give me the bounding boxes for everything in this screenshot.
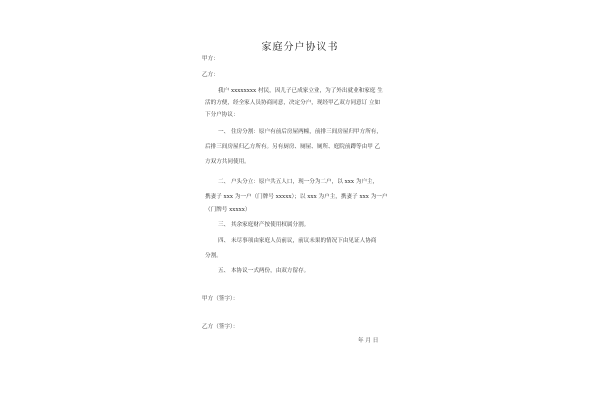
clause-3-line-1: 三、 其余家庭财产按使用权属分割。 bbox=[218, 222, 310, 228]
clause-2-line-1: 二、 户头分立：原户共五人口，现一分为二户，以 xxx 为户主， bbox=[218, 179, 379, 185]
clause-1-line-3: 方双方共同使用。 bbox=[205, 159, 250, 165]
party-a-signature: 甲方（签字）： bbox=[202, 296, 239, 302]
clause-1-line-1: 一、 住房分割：原户有前后房屋两幢，前排三间房屋归甲方所有， bbox=[218, 129, 382, 135]
date-line: 年 月 日 bbox=[358, 338, 379, 344]
clause-2-line-2: 携妻子 xxx 为一户（门牌号 xxxxx）；以 xxx 为户主，携妻子 xxx 为一户 bbox=[205, 194, 388, 200]
clause-4-line-2: 分割。 bbox=[205, 253, 222, 259]
party-a-label: 甲方： bbox=[202, 56, 219, 62]
intro-line-2: 活的方便，经全家人员协商同意，决定分户，现经甲乙双方同意订 立如 bbox=[205, 100, 381, 106]
intro-line-1: 我户 xxxxxxxx 村民，因儿子已成家立业，为了外出就业和家庭 生 bbox=[218, 88, 383, 94]
document-title: 家庭分户协议书 bbox=[261, 42, 339, 53]
intro-line-3: 下分户协议： bbox=[205, 112, 239, 118]
party-b-label: 乙方： bbox=[202, 72, 219, 78]
clause-4-line-1: 四、 未尽事项由家庭人员前议，前议未果的情况下由见证人协商 bbox=[218, 238, 377, 244]
clause-2-line-3: （门牌号 xxxxx） bbox=[205, 207, 251, 213]
party-b-signature: 乙方（签字）： bbox=[202, 324, 239, 330]
clause-5-line-1: 五、 本协议一式两份，由双方留存。 bbox=[218, 268, 310, 274]
clause-1-line-2: 后排三间房屋归乙方所有。另有厨房、厕屋、厕所、庭院前蹲等由甲 乙 bbox=[205, 144, 381, 150]
